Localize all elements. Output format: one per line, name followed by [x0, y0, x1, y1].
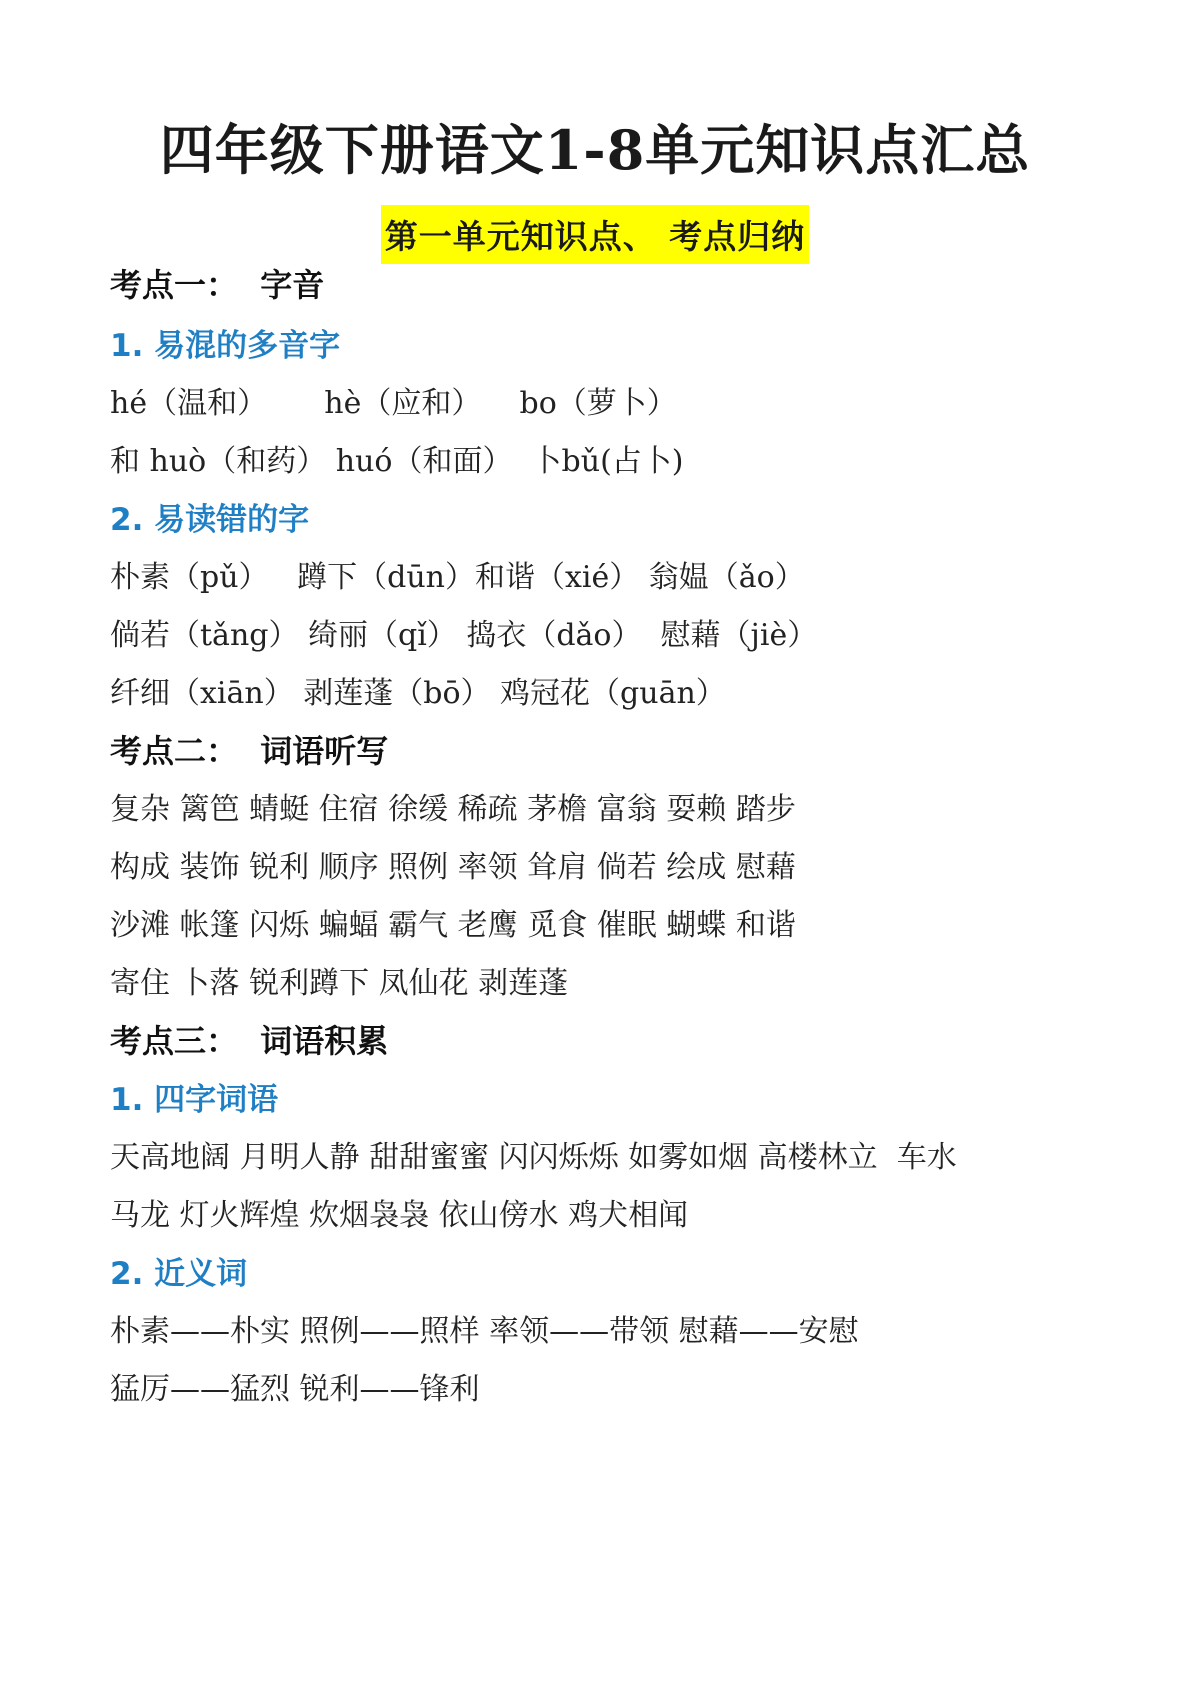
- unit-heading-highlighted: 第一单元知识点、 考点归纳: [381, 205, 810, 264]
- text-line: 纤细（xiān） 剥莲蓬（bō） 鸡冠花（guān）: [110, 676, 726, 711]
- unit-heading-wrap: [0, 205, 1190, 264]
- subheading-misread-words: 2. 易读错的字: [110, 502, 310, 538]
- text-line: 倘若（tǎng） 绮丽（qǐ） 捣衣（dǎo） 慰藉（jiè）: [110, 618, 818, 653]
- text-line: 复杂 篱笆 蜻蜓 住宿 徐缓 稀疏 茅檐 富翁 耍赖 踏步: [110, 792, 796, 827]
- text-line: 和 huò（和药） huó（和面） 卜bǔ(占卜): [110, 444, 684, 479]
- text-line: 朴素——朴实 照例——照样 率领——带领 慰藉——安慰: [110, 1314, 859, 1349]
- section-heading-vocabulary: 考点三： 词语积累: [110, 1022, 389, 1060]
- subheading-polyphones: 1. 易混的多音字: [110, 328, 341, 364]
- document-title: 四年级下册语文1-8单元知识点汇总: [159, 118, 1031, 182]
- text-line: 马龙 灯火辉煌 炊烟袅袅 依山傍水 鸡犬相闻: [110, 1198, 689, 1233]
- section-heading-dictation: 考点二： 词语听写: [110, 732, 389, 770]
- text-line: 天高地阔 月明人静 甜甜蜜蜜 闪闪烁烁 如雾如烟 高楼林立 车水: [110, 1140, 957, 1175]
- text-line: 猛厉——猛烈 锐利——锋利: [110, 1372, 480, 1407]
- text-line: 沙滩 帐篷 闪烁 蝙蝠 霸气 老鹰 觅食 催眠 蝴蝶 和谐: [110, 908, 796, 943]
- text-line: 朴素（pǔ） 蹲下（dūn）和谐（xié） 翁媪（ǎo）: [110, 560, 805, 595]
- subheading-synonyms: 2. 近义词: [110, 1256, 248, 1292]
- text-line: hé（温和） hè（应和） bo（萝卜）: [110, 386, 677, 421]
- text-line: 寄住 卜落 锐利蹲下 凤仙花 剥莲蓬: [110, 966, 569, 1001]
- subheading-four-char-words: 1. 四字词语: [110, 1082, 279, 1118]
- text-line: 构成 装饰 锐利 顺序 照例 率领 耸肩 倘若 绘成 慰藉: [110, 850, 796, 885]
- section-heading-pronunciation: 考点一： 字音: [110, 266, 325, 304]
